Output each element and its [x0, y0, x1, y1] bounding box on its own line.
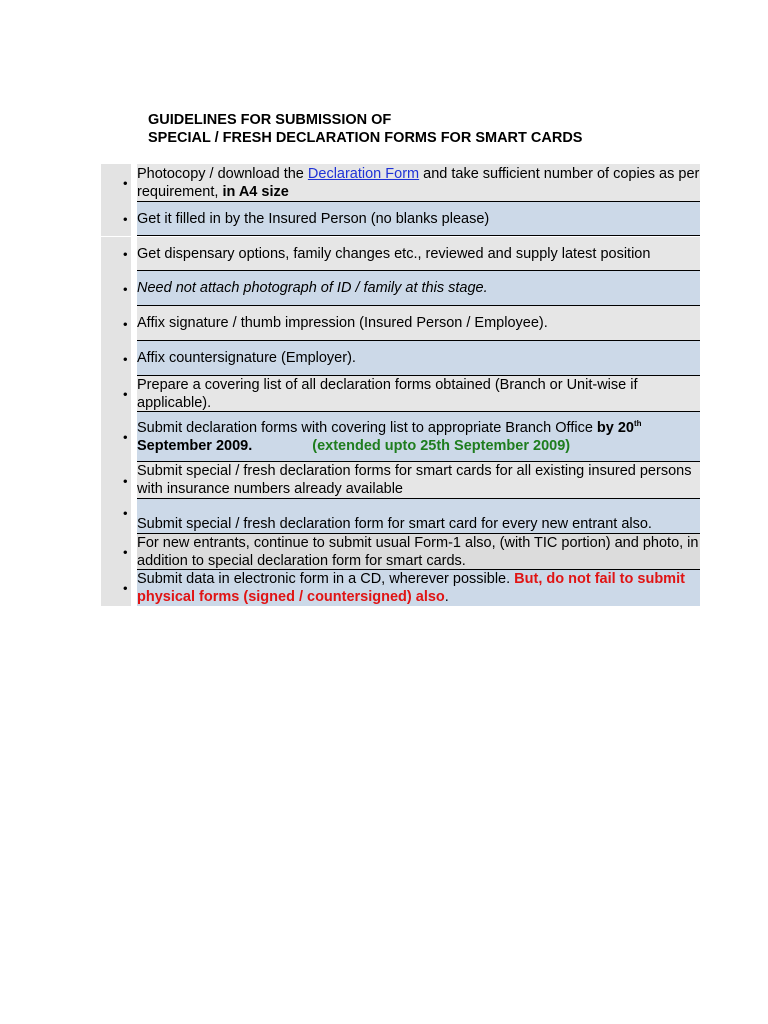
list-item-text: Affix signature / thumb impression (Insured Person / Employee). [137, 315, 548, 331]
list-item-text: Submit data in electronic form in a CD, wherever possible. But, do not fail to submit physical forms (signed / countersigned) also. [137, 571, 685, 605]
list-item-text: Get it filled in by the Insured Person (no blanks please) [137, 210, 490, 227]
bullet-icon: • [123, 544, 128, 560]
bullet-icon: • [123, 429, 128, 445]
bullet-icon: • [123, 246, 128, 262]
list-item [101, 534, 700, 570]
list-item [101, 412, 700, 462]
list-item [101, 376, 700, 412]
declaration-form-link[interactable]: Declaration Form [307, 165, 420, 182]
list-item-text: Need not attach photograph of ID / family at this stage. [137, 280, 488, 296]
list-item [101, 462, 700, 499]
bullet-icon: • [123, 211, 128, 227]
bullet-icon: • [123, 281, 128, 296]
list-item [101, 237, 700, 271]
list-item [101, 306, 700, 341]
list-item [101, 164, 700, 202]
bullet-icon: • [123, 316, 128, 331]
list-item-text: For new entrants, continue to submit usual Form-1 also, (with TIC portion) and photo, in addition to special declaration form for smart cards. [137, 534, 699, 569]
list-item [101, 271, 700, 306]
list-item [101, 499, 700, 534]
guidelines-list [101, 164, 700, 606]
bullet-icon: • [123, 473, 128, 488]
list-item [101, 202, 700, 236]
list-item-text: Get dispensary options, family changes etc., reviewed and supply latest position [137, 245, 651, 262]
extension-note: (extended upto 25th September 2009) [312, 437, 571, 454]
list-item-text: Submit declaration forms with covering list to appropriate Branch Office by 20th September 2009. (extended upto 25th September 2009) [137, 418, 642, 454]
bullet-icon: • [123, 580, 128, 596]
list-item [101, 341, 700, 376]
bullet-icon: • [123, 505, 128, 521]
bullet-icon: • [123, 351, 128, 366]
list-item-text: Photocopy / download the Declaration Form and take sufficient number of copies as per requirement, in A4 size [137, 165, 700, 200]
title-line-1: GUIDELINES FOR SUBMISSION OF [148, 112, 392, 128]
list-item [101, 570, 700, 606]
list-item-text: Submit special / fresh declaration form for smart card for every new entrant also. [137, 516, 652, 532]
list-item-text: Submit special / fresh declaration forms for smart cards for all existing insured persons with insurance numbers already available [137, 463, 692, 497]
warning-text: But, do not fail to submit physical forms (signed / countersigned) also [137, 571, 685, 605]
document-title [148, 111, 582, 147]
list-item-text: Prepare a covering list of all declaration forms obtained (Branch or Unit-wise if applicable). [137, 376, 638, 411]
bullet-icon: • [123, 386, 128, 402]
bullet-icon: • [123, 175, 128, 191]
list-item-text: Affix countersignature (Employer). [137, 350, 356, 366]
title-line-2: SPECIAL / FRESH DECLARATION FORMS FOR SMART CARDS [148, 130, 583, 146]
